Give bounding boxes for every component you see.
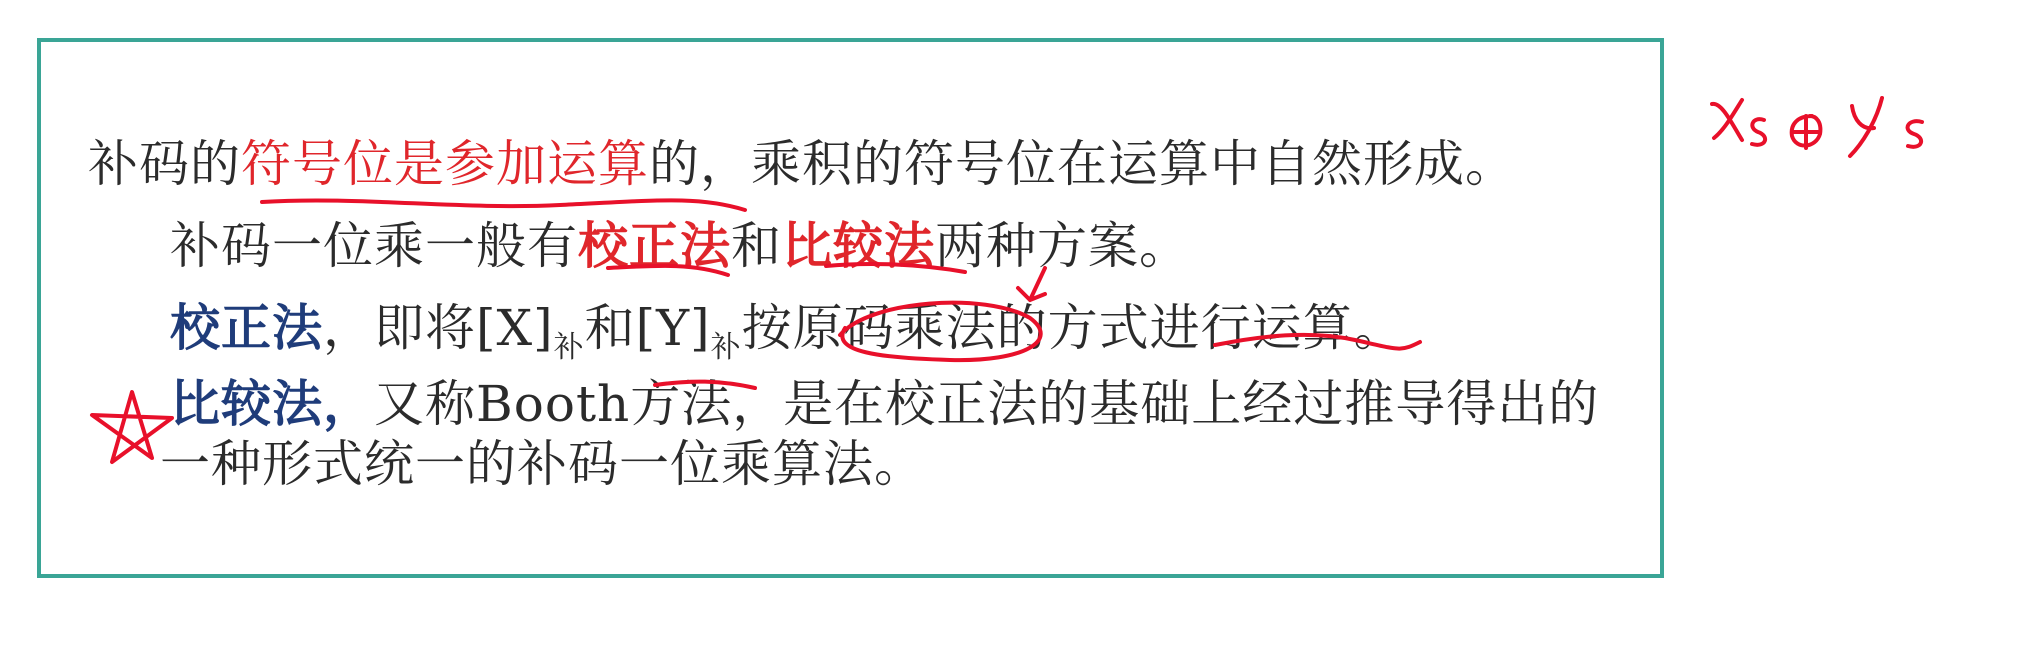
line-sign-bit	[88, 134, 1516, 194]
line5-text: 一种形式统一的补码一位乘算法。	[160, 435, 925, 493]
line-two-methods	[170, 216, 1190, 276]
line-booth-method	[170, 374, 1599, 434]
subscript-x: 补	[553, 330, 585, 365]
line1-suffix: 的，乘积的符号位在运算中自然形成。	[649, 135, 1516, 193]
method-correction: 校正法	[578, 216, 731, 275]
term-comparison: 比较法，	[170, 374, 374, 433]
formula-s1	[1752, 119, 1765, 145]
formula-annotation	[1712, 98, 1922, 156]
formula-x	[1712, 100, 1742, 140]
operand-x: [X]	[476, 299, 554, 357]
line1-prefix: 补码的	[88, 135, 241, 193]
line4-suffix: 又称Booth方法，是在校正法的基础上经过推导得出的	[374, 375, 1600, 433]
line2-prefix: 补码一位乘一般有	[170, 217, 578, 275]
line-booth-continuation	[160, 434, 925, 494]
xor-symbol-icon	[1792, 116, 1821, 148]
line3-and: 和	[584, 299, 636, 357]
line3-suffix: 按原码乘法的方式进行运算。	[741, 299, 1405, 357]
method-comparison: 比较法	[782, 216, 935, 275]
line3-text-a: ，即将	[323, 299, 476, 357]
line2-suffix: 两种方案。	[935, 217, 1190, 275]
line1-highlight: 符号位是参加运算	[241, 135, 649, 193]
subscript-y: 补	[710, 330, 742, 365]
formula-y	[1850, 98, 1882, 156]
operand-y: [Y]	[635, 299, 711, 357]
line2-and: 和	[731, 217, 782, 275]
line-correction-method	[170, 298, 1405, 378]
term-correction: 校正法	[170, 298, 323, 357]
formula-s2	[1908, 121, 1922, 147]
